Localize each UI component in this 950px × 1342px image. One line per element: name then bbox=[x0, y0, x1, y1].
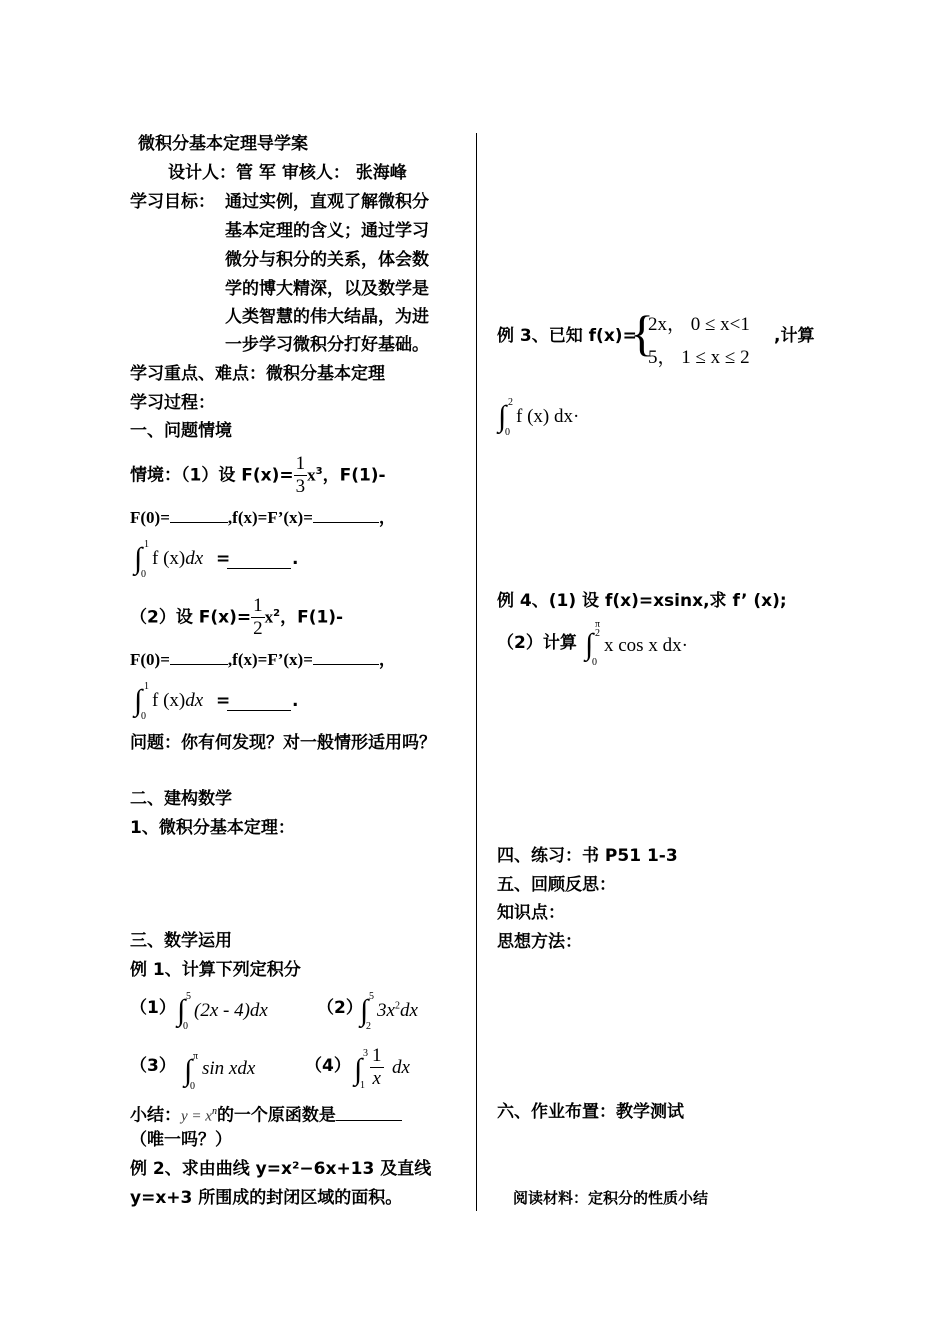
designer-line: 设计人：管 军 审核人： 张海峰 bbox=[168, 163, 407, 183]
integral-p2 bbox=[360, 990, 450, 1034]
integral-body bbox=[152, 690, 203, 712]
integrand-fraction bbox=[370, 1045, 384, 1090]
integral-upper: π bbox=[595, 619, 601, 630]
q1-exp: 3 bbox=[315, 466, 323, 477]
method-label: 思想方法： bbox=[497, 932, 582, 952]
piecewise-brace: { bbox=[630, 305, 654, 361]
document-title: 微积分基本定理导学案 bbox=[138, 134, 308, 154]
integrand: sin xdx bbox=[202, 1058, 256, 1079]
summary-text: 的一个原函数是 bbox=[216, 1105, 336, 1126]
integral-lower: 0 bbox=[183, 1021, 188, 1032]
derivative-label: ,f(x)=F’(x)= bbox=[227, 650, 313, 669]
integral-lower: 0 bbox=[592, 657, 597, 668]
integral-sign: ∫ bbox=[134, 684, 143, 717]
practice-line: 四、练习：书 P51 1-3 bbox=[497, 846, 678, 866]
f0-label: F(0)= bbox=[130, 508, 170, 527]
integral-lower: 0 bbox=[141, 569, 146, 580]
summary-label: 小结： bbox=[130, 1105, 181, 1126]
integral-lower: 0 bbox=[190, 1081, 195, 1092]
integral-sign: ∫ bbox=[360, 994, 369, 1027]
q1-prefix: 情境：（1）设 F(x)= bbox=[130, 465, 294, 486]
answer-blank[interactable] bbox=[227, 694, 291, 711]
q2-term: x bbox=[264, 607, 274, 627]
section-heading: 一、问题情境 bbox=[130, 421, 232, 441]
summary-exp: n bbox=[211, 1106, 217, 1117]
integral-sign: ∫ bbox=[177, 994, 186, 1027]
derivative-label: ,f(x)=F’(x)= bbox=[227, 508, 313, 527]
fraction-num: 1 bbox=[372, 1045, 382, 1066]
period: . bbox=[292, 549, 299, 569]
objectives-label: 学习目标： bbox=[130, 192, 215, 212]
integral-upper: 1 bbox=[144, 539, 149, 550]
q1-fraction-num: 1 bbox=[295, 453, 306, 475]
example-2-line: 例 2、求由曲线 y=x²−6x+13 及直线 bbox=[130, 1159, 432, 1179]
integrand-term: 3x bbox=[377, 1000, 395, 1021]
q2-fraction bbox=[251, 595, 265, 640]
integral-upper: 5 bbox=[186, 991, 191, 1002]
problem-label: （1） bbox=[130, 998, 176, 1018]
summary-note: （唯一吗？） bbox=[130, 1130, 232, 1150]
integral-p1 bbox=[177, 990, 307, 1034]
integrand: x cos x dx· bbox=[604, 635, 688, 656]
review-heading: 五、回顾反思： bbox=[497, 875, 616, 895]
q1-term: x bbox=[307, 465, 316, 485]
q1-suffix: ，F(1)- bbox=[322, 465, 386, 486]
integral-q2 bbox=[134, 682, 314, 722]
integral-ex4 bbox=[585, 620, 725, 668]
reading-material: 阅读材料：定积分的性质小结 bbox=[513, 1189, 709, 1207]
equals-sign: = bbox=[216, 691, 231, 711]
answer-blank[interactable] bbox=[313, 648, 379, 665]
key-points: 学习重点、难点：微积分基本定理 bbox=[130, 364, 385, 384]
objectives-line: 通过实例，直观了解微积分 bbox=[225, 192, 429, 212]
integral-body bbox=[152, 548, 203, 570]
example-3-suffix: ,计算 bbox=[774, 326, 815, 346]
summary-formula: y = x bbox=[181, 1108, 212, 1125]
integral-q1 bbox=[134, 540, 314, 580]
integral-upper: 3 bbox=[363, 1048, 368, 1059]
integral-upper: 5 bbox=[369, 991, 374, 1002]
integral-sign: ∫ bbox=[134, 542, 143, 575]
comma: ， bbox=[378, 508, 396, 527]
q2-suffix: ，F(1)- bbox=[280, 607, 344, 628]
equals-sign: = bbox=[216, 549, 231, 569]
answer-blank[interactable] bbox=[227, 552, 291, 569]
example-3-prefix: 例 3、已知 f(x)= bbox=[497, 326, 637, 346]
section-heading: 三、数学运用 bbox=[130, 931, 232, 951]
situation-q1 bbox=[130, 450, 386, 498]
objectives-line: 学的博大精深，以及数学是 bbox=[225, 279, 429, 299]
f0-label: F(0)= bbox=[130, 650, 170, 669]
theorem-item: 1、微积分基本定理： bbox=[130, 818, 295, 838]
section-heading: 二、建构数学 bbox=[130, 789, 232, 809]
q2-fraction-num: 1 bbox=[253, 595, 263, 617]
integral-p4 bbox=[354, 1043, 434, 1099]
situation-q2 bbox=[130, 592, 343, 640]
integral-upper: 2 bbox=[508, 397, 513, 408]
objectives-line: 微分与积分的关系，体会数 bbox=[225, 250, 429, 270]
knowledge-label: 知识点： bbox=[497, 903, 565, 923]
q1-line2 bbox=[130, 506, 396, 529]
example-2-line: y=x+3 所围成的封闭区域的面积。 bbox=[130, 1188, 403, 1208]
integral-upper-den: 2 bbox=[595, 628, 600, 639]
q2-prefix: （2）设 F(x)= bbox=[130, 607, 252, 628]
integral-lower: 1 bbox=[360, 1080, 365, 1091]
period: . bbox=[292, 691, 299, 711]
example-4-label: （2）计算 bbox=[497, 633, 577, 653]
integral-lower: 0 bbox=[505, 427, 510, 438]
objectives-line: 基本定理的含义；通过学习 bbox=[225, 221, 429, 241]
differential: dx bbox=[185, 548, 204, 569]
integral-p3 bbox=[184, 1050, 284, 1094]
q2-exp: 2 bbox=[273, 608, 281, 619]
integral-sign: ∫ bbox=[585, 628, 594, 661]
integral-lower: 2 bbox=[366, 1021, 371, 1032]
integrand: f (x) dx· bbox=[516, 406, 580, 427]
integrand: f (x) bbox=[152, 548, 186, 569]
integral-lower: 0 bbox=[141, 711, 146, 722]
question-text: 问题：你有何发现？对一般情形适用吗？ bbox=[130, 733, 436, 753]
integral-sign: ∫ bbox=[184, 1054, 193, 1087]
example-1-title: 例 1、计算下列定积分 bbox=[130, 960, 301, 980]
integral-upper: π bbox=[193, 1051, 199, 1062]
differential: dx bbox=[185, 690, 204, 711]
piecewise-case-2: 5， 1 ≤ x ≤ 2 bbox=[648, 347, 750, 368]
answer-blank[interactable] bbox=[313, 506, 379, 523]
comma: ， bbox=[378, 650, 396, 669]
q2-fraction-den: 2 bbox=[253, 618, 263, 640]
fraction-den: x bbox=[372, 1068, 381, 1089]
integral-ex3 bbox=[498, 398, 618, 442]
problem-label: （4） bbox=[305, 1056, 351, 1076]
integrand-exp: 2 bbox=[394, 1000, 400, 1012]
objectives-line: 人类智慧的伟大结晶，为进 bbox=[225, 307, 429, 327]
integral-sign: ∫ bbox=[354, 1053, 363, 1086]
piecewise-case-1: 2x， 0 ≤ x<1 bbox=[648, 314, 750, 335]
homework-heading: 六、作业布置：教学测试 bbox=[497, 1102, 684, 1122]
differential: dx bbox=[399, 1000, 418, 1021]
answer-blank[interactable] bbox=[170, 648, 228, 665]
integrand: (2x - 4)dx bbox=[194, 1000, 268, 1021]
integral-sign: ∫ bbox=[498, 400, 507, 433]
differential: dx bbox=[392, 1057, 410, 1078]
answer-blank[interactable] bbox=[170, 506, 228, 523]
column-divider bbox=[476, 133, 477, 1211]
q1-fraction bbox=[294, 453, 308, 498]
process-label: 学习过程： bbox=[130, 393, 215, 413]
example-4-line: 例 4、(1) 设 f(x)=xsinx,求 f’ (x); bbox=[497, 591, 787, 611]
integrand: f (x) bbox=[152, 690, 186, 711]
summary-line bbox=[130, 1101, 402, 1128]
q1-fraction-den: 3 bbox=[295, 476, 306, 498]
q2-line2 bbox=[130, 648, 396, 671]
answer-blank[interactable] bbox=[336, 1104, 402, 1121]
integrand bbox=[377, 1000, 418, 1022]
problem-label: （3） bbox=[130, 1056, 176, 1076]
objectives-line: 一步学习微积分打好基础。 bbox=[225, 335, 429, 355]
integral-upper: 1 bbox=[144, 681, 149, 692]
problem-label: （2） bbox=[317, 998, 363, 1018]
